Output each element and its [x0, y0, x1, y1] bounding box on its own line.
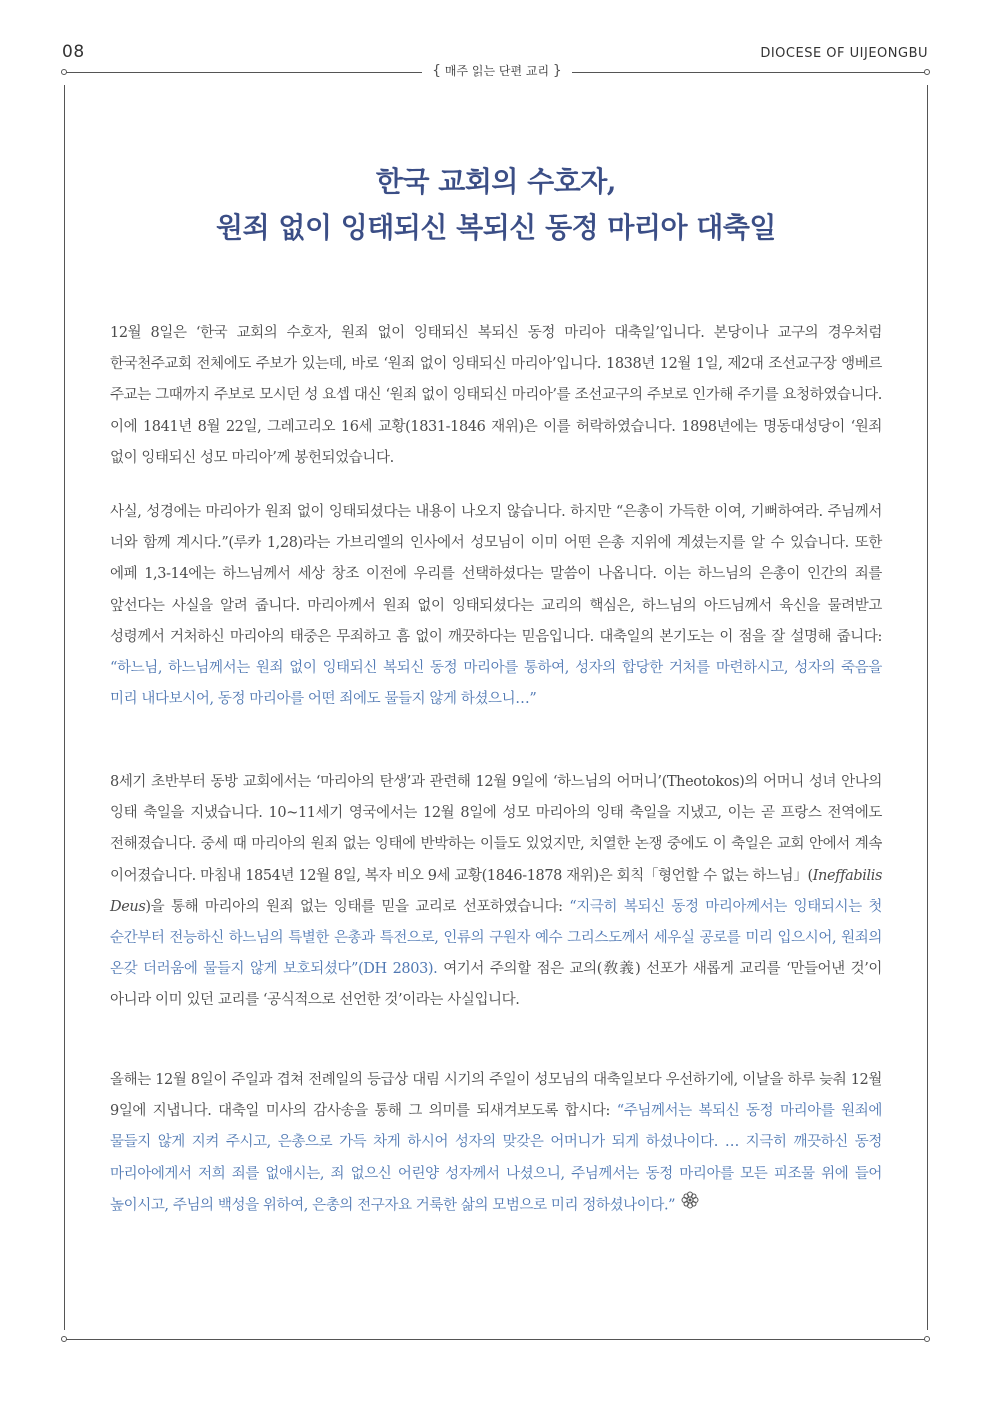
frame-corner-dot — [61, 69, 67, 75]
paragraph-2-text: 사실, 성경에는 마리아가 원죄 없이 잉태되셨다는 내용이 나오지 않습니다. 하지만 “은총이 가득한 이여, 기뻐하여라. 주님께서 너와 함께 계시다.”(루카 1,28)라는 가브리엘의 인사에서 성모님이 이미 어떤 은총 지위에 계셨는지를 알 수 있습니다. 또한 에페 1,3-14에는 하느님께서 세상 창조 이전에 우리를 선택하셨다는 말씀이 나옵니다. 이는 하느님의 은총이 인간의 죄를 앞선다는 사실을 알려 줍니다. 마리아께서 원죄 없이 잉태되셨다는 교리의 핵심은, 하느님의 아드님께서 육신을 물려받고 성령께서 거처하신 마리아의 태중은 무죄하고 흠 없이 깨끗하다는 믿음입니다. 대축일의 본기도는 이 점을 잘 설명해 줍니다: — [110, 504, 882, 645]
series-label — [428, 62, 566, 79]
paragraph-2 — [110, 497, 882, 715]
header-rule-left — [66, 72, 422, 73]
header-rule-right — [572, 72, 926, 73]
dogma-quote: “지극히 복되신 동정 마리아께서는 잉태되시는 첫 순간부터 전능하신 하느님의 특별한 은총과 특전으로, 인류의 구원자 예수 그리스도께서 세우실 공로를 미리 입으시어, 원죄의 온갖 더러움에 물들지 않게 보호되셨다”(DH 2803). — [110, 898, 882, 978]
preface-quote: “주님께서는 복되신 동정 마리아를 원죄에 물들지 않게 지켜 주시고, 은총으로 가득 차게 하시어 성자의 맞갖은 어머니가 되게 하셨나이다. … 지극히 깨끗하신 동정 마리아에게서 저희 죄를 없애시는, 죄 없으신 어린양 성자께서 나셨으니, 주님께서는 동정 마리아를 모든 피조물 위에 들어 높이시고, 주님의 백성을 위하여, 은총의 전구자요 거룩한 삶의 모범으로 미리 정하셨나이다.” — [110, 1103, 882, 1214]
frame-corner-dot — [924, 69, 930, 75]
paragraph-4 — [110, 1065, 882, 1222]
paragraph-1 — [110, 318, 882, 474]
frame-left-rule — [64, 85, 65, 1330]
paragraph-3-text: 8세기 초반부터 동방 교회에서는 ‘마리아의 탄생’과 관련해 12월 9일에 ‘하느님의 어머니’(Theotokos)의 어머니 성녀 안나의 잉태 축일을 지냈습니다. 10~11세기 영국에서는 12월 8일에 성모 마리아의 잉태 축일을 지냈고, 이는 곧 프랑스 전역에도 전해졌습니다. 중세 때 마리아의 원죄 없는 잉태에 반박하는 이들도 있었지만, 치열한 논쟁 중에도 이 축일은 교회 안에서 계속 이어졌습니다. 마침내 1854년 12월 8일, 복자 비오 9세 교황(1846-1878 재위)은 회칙「형언할 수 없는 하느님」( — [110, 774, 882, 884]
paragraph-3-text-cont: )을 통해 마리아의 원죄 없는 잉태를 믿을 교리로 선포하였습니다: — [145, 898, 570, 915]
latin-title: Ineffabilis Deus — [110, 867, 882, 915]
paragraph-3-text-end: 여기서 주의할 점은 교의(敎義) 선포가 새롭게 교리를 ‘만들어낸 것’이 아니라 이미 있던 교리를 ‘공식적으로 선언한 것’이라는 사실입니다. — [110, 961, 883, 1009]
article-title-line-2: 원죄 없이 잉태되신 복되신 동정 마리아 대축일 — [216, 211, 776, 244]
article-title-line-1: 한국 교회의 수호자, — [375, 165, 617, 198]
ornament-flower-icon — [681, 1190, 699, 1221]
paragraph-4-text: 올해는 12월 8일이 주일과 겹쳐 전례일의 등급상 대림 시기의 주일이 성모님의 대축일보다 우선하기에, 이날을 하루 늦춰 12월 9일에 지냅니다. 대축일 미사의 감사송을 통해 그 의미를 되새겨보도록 합시다: — [110, 1072, 882, 1120]
paragraph-1-text: 12월 8일은 ‘한국 교회의 수호자, 원죄 없이 잉태되신 복되신 동정 마리아 대축일’입니다. 본당이나 교구의 경우처럼 한국천주교회 전체에도 주보가 있는데, 바로 ‘원죄 없이 잉태되신 마리아’입니다. 1838년 12월 1일, 제2대 조선교구장 앵베르 주교는 그때까지 주보로 모시던 성 요셉 대신 ‘원죄 없이 잉태되신 마리아’를 조선교구의 주보로 인가해 주기를 요청하였습니다. 이에 1841년 8월 22일, 그레고리오 16세 교황(1831-1846 재위)은 이를 허락하였습니다. 1898년에는 명동대성당이 ‘원죄 없이 잉태되신 성모 마리아’께 봉헌되었습니다. — [110, 325, 882, 466]
frame-corner-dot — [924, 1336, 930, 1342]
paragraph-3 — [110, 767, 882, 1017]
brace-left-icon: { — [432, 63, 442, 79]
frame-right-rule — [927, 85, 928, 1330]
brace-right-icon: } — [552, 63, 562, 79]
footer-rule — [66, 1339, 926, 1340]
series-title: 매주 읽는 단편 교리 — [444, 64, 550, 78]
collect-prayer-quote: “하느님, 하느님께서는 원죄 없이 잉태되신 복되신 동정 마리아를 통하여, 성자의 합당한 거처를 마련하시고, 성자의 죽음을 미리 내다보시어, 동정 마리아를 어떤 죄에도 물들지 않게 하셨으니…” — [110, 660, 882, 708]
diocese-name: DIOCESE OF UIJEONGBU — [760, 46, 928, 61]
frame-corner-dot — [61, 1336, 67, 1342]
page-number: 08 — [62, 42, 85, 62]
